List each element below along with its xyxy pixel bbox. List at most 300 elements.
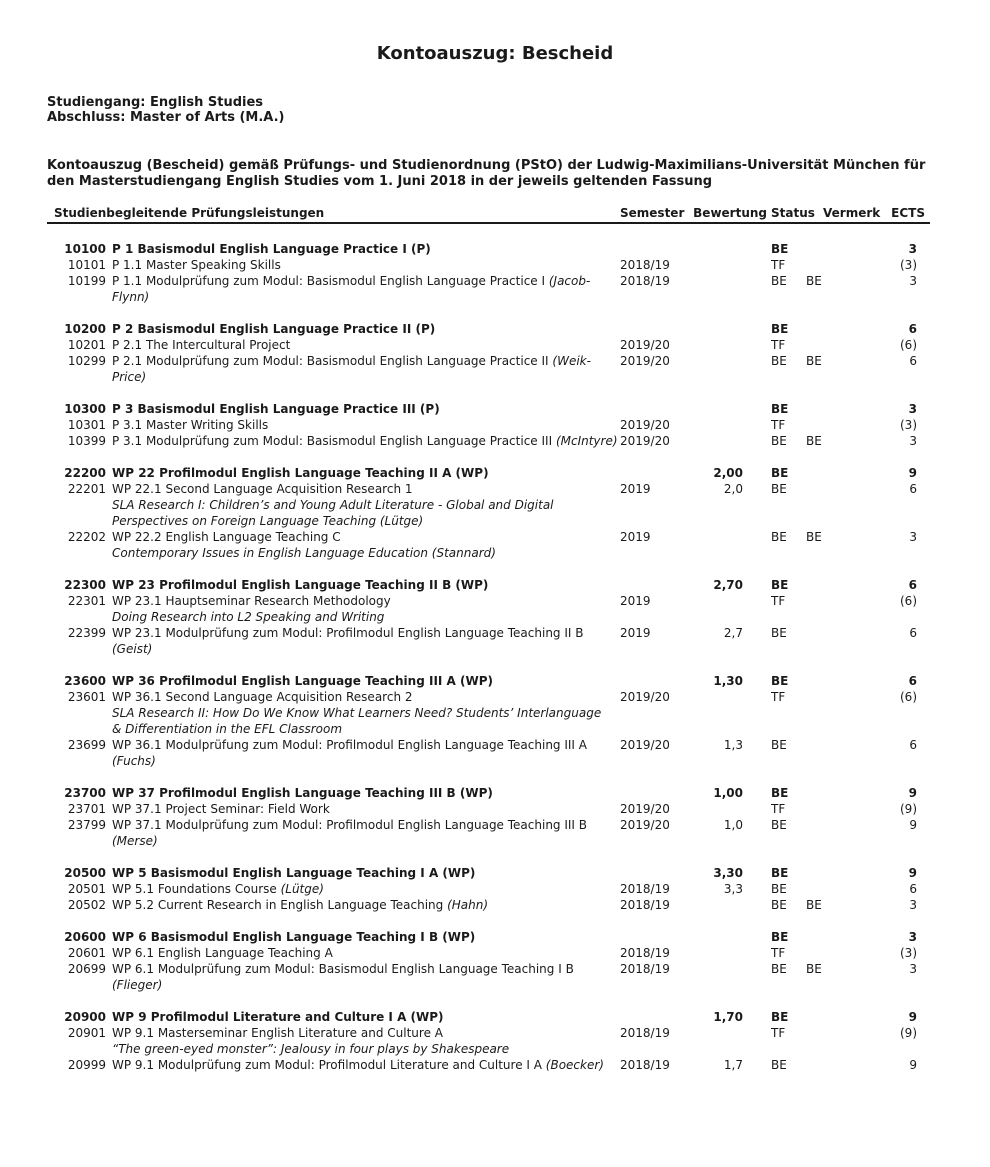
module-code: 20900 (64, 1010, 106, 1024)
table-row (47, 689, 930, 737)
module-code: 23700 (64, 786, 106, 800)
row-description-text: P 1.1 Modulprüfung zum Modul: Basismodul English Language Practice I (112, 274, 549, 288)
row-ects: (3) (900, 258, 917, 272)
row-description-text: WP 9.1 Modulprüfung zum Modul: Profilmodul Literature and Culture I A (112, 1058, 546, 1072)
module-block (47, 785, 930, 849)
row-vermerk (803, 689, 850, 737)
module-code: 22200 (64, 466, 106, 480)
row-course-title: SLA Research II: How Do We Know What Learners Need? Students’ Interlanguage (112, 706, 602, 720)
row-semester: 2018/19 (620, 1026, 670, 1040)
table-row (47, 961, 930, 993)
module-grade (691, 401, 743, 417)
row-description-text: P 1.1 Master Speaking Skills (112, 258, 281, 272)
row-description (112, 817, 619, 849)
row-status: BE (771, 882, 787, 896)
row-description (112, 337, 619, 353)
row-code: 22399 (67, 626, 106, 640)
row-grade (691, 961, 743, 993)
row-status: BE (771, 898, 787, 912)
module-header-row (47, 321, 930, 337)
row-examiner: (Merse) (112, 834, 158, 848)
row-description (112, 1025, 619, 1057)
module-status: BE (771, 866, 789, 880)
row-description (112, 433, 619, 449)
row-vermerk (803, 1025, 850, 1057)
row-description-text: WP 23.1 Hauptseminar Research Methodology (112, 594, 391, 608)
module-code: 10100 (64, 242, 106, 256)
row-examiner: (Hahn) (447, 898, 489, 912)
module-ects: 9 (908, 786, 917, 800)
row-ects: 6 (909, 626, 917, 640)
row-status: TF (771, 802, 786, 816)
row-description (112, 737, 619, 769)
row-description (112, 801, 619, 817)
row-status: BE (771, 354, 787, 368)
row-status: TF (771, 338, 786, 352)
row-description-text: WP 5.1 Foundations Course (112, 882, 281, 896)
row-code: 22301 (67, 594, 106, 608)
row-status: TF (771, 946, 786, 960)
module-block (47, 1009, 930, 1073)
module-status: BE (771, 578, 789, 592)
module-grade (691, 241, 743, 257)
row-grade (691, 337, 743, 353)
row-semester: 2019/20 (620, 690, 670, 704)
table-row (47, 625, 930, 657)
module-vermerk (803, 321, 850, 337)
module-block (47, 929, 930, 993)
row-grade: 1,3 (723, 738, 743, 752)
row-grade (691, 1025, 743, 1057)
row-description (112, 353, 619, 385)
table-row (47, 529, 930, 561)
row-description (112, 945, 619, 961)
row-code: 10399 (67, 434, 106, 448)
row-description-text: WP 23.1 Modulprüfung zum Modul: Profilmodul English Language Teaching II B (112, 626, 584, 640)
table-row (47, 353, 930, 385)
row-semester: 2018/19 (620, 946, 670, 960)
row-vermerk: BE (806, 354, 822, 368)
row-course-title: Contemporary Issues in English Language Education (Stannard) (112, 546, 496, 560)
table-row (47, 945, 930, 961)
row-description (112, 529, 619, 561)
row-description (112, 417, 619, 433)
module-block (47, 865, 930, 913)
row-ects: (3) (900, 946, 917, 960)
row-semester: 2019 (620, 482, 651, 496)
table-row (47, 481, 930, 529)
header-semester: Semester (620, 206, 685, 220)
row-semester: 2019 (620, 594, 651, 608)
row-ects: 3 (909, 274, 917, 288)
row-vermerk (803, 417, 850, 433)
row-status: TF (771, 1026, 786, 1040)
row-status: BE (771, 738, 787, 752)
module-header-row (47, 401, 930, 417)
row-semester: 2019/20 (620, 802, 670, 816)
row-code: 23601 (67, 690, 106, 704)
module-status: BE (771, 1010, 789, 1024)
row-course-title: & Differentiation in the EFL Classroom (112, 722, 343, 736)
module-status: BE (771, 466, 789, 480)
row-vermerk: BE (806, 530, 822, 544)
header-vermerk: Vermerk (823, 206, 881, 220)
module-ects: 3 (908, 242, 917, 256)
module-semester (619, 465, 691, 481)
module-title: P 2 Basismodul English Language Practice II (P) (112, 322, 436, 336)
table-row (47, 593, 930, 625)
table-row (47, 817, 930, 849)
row-semester: 2019/20 (620, 818, 670, 832)
row-ects: (9) (900, 1026, 917, 1040)
row-examiner: (McIntyre) (555, 434, 618, 448)
module-grade: 2,70 (713, 578, 743, 592)
row-examiner: (Boecker) (545, 1058, 604, 1072)
row-grade (691, 945, 743, 961)
row-vermerk (803, 945, 850, 961)
row-grade: 3,3 (723, 882, 743, 896)
module-vermerk (803, 465, 850, 481)
row-course-title: Perspectives on Foreign Language Teaching (Lütge) (112, 514, 424, 528)
module-ects: 6 (908, 578, 917, 592)
module-vermerk (803, 865, 850, 881)
module-semester (619, 241, 691, 257)
module-ects: 6 (908, 322, 917, 336)
row-ects: 3 (909, 530, 917, 544)
module-ects: 9 (908, 1010, 917, 1024)
module-title: WP 5 Basismodul English Language Teaching I A (WP) (112, 866, 476, 880)
row-ects: 6 (909, 738, 917, 752)
module-status: BE (771, 674, 789, 688)
studiengang-label: Studiengang: English Studies (47, 95, 264, 110)
row-description-text: WP 5.2 Current Research in English Language Teaching (112, 898, 448, 912)
module-semester (619, 865, 691, 881)
module-grade: 1,00 (713, 786, 743, 800)
row-ects: 6 (909, 482, 917, 496)
module-status: BE (771, 930, 789, 944)
table-row (47, 737, 930, 769)
row-vermerk (803, 257, 850, 273)
module-vermerk (803, 241, 850, 257)
module-title: WP 37 Profilmodul English Language Teaching III B (WP) (112, 786, 493, 800)
row-examiner: (Fuchs) (112, 754, 156, 768)
row-grade (691, 353, 743, 385)
row-status: BE (771, 434, 787, 448)
row-grade (691, 897, 743, 913)
module-semester (619, 673, 691, 689)
module-header-row (47, 865, 930, 881)
table-row (47, 273, 930, 305)
row-semester: 2019/20 (620, 354, 670, 368)
row-description (112, 881, 619, 897)
module-semester (619, 577, 691, 593)
row-description (112, 593, 619, 625)
row-ects: 3 (909, 434, 917, 448)
row-code: 10299 (67, 354, 106, 368)
row-code: 20502 (67, 898, 106, 912)
header-bewertung: Bewertung (693, 206, 767, 220)
module-block (47, 321, 930, 385)
row-status: BE (771, 626, 787, 640)
module-ects: 9 (908, 866, 917, 880)
table-row (47, 433, 930, 449)
row-description-text: P 3.1 Master Writing Skills (112, 418, 269, 432)
row-examiner: (Geist) (112, 642, 153, 656)
row-description (112, 897, 619, 913)
module-grade: 2,00 (713, 466, 743, 480)
table-header (47, 205, 930, 224)
module-code: 23600 (64, 674, 106, 688)
table-row (47, 881, 930, 897)
row-vermerk: BE (806, 898, 822, 912)
module-semester (619, 321, 691, 337)
row-code: 23701 (67, 802, 106, 816)
row-code: 10101 (67, 258, 106, 272)
row-course-title: SLA Research I: Children’s and Young Adult Literature - Global and Digital (112, 498, 554, 512)
row-semester: 2019/20 (620, 418, 670, 432)
row-status: TF (771, 418, 786, 432)
module-header-row (47, 1009, 930, 1025)
row-grade: 1,0 (723, 818, 743, 832)
row-semester: 2019 (620, 530, 651, 544)
row-grade (691, 273, 743, 305)
module-header-row (47, 465, 930, 481)
row-description-text: P 3.1 Modulprüfung zum Modul: Basismodul English Language Practice III (112, 434, 556, 448)
row-ects: (6) (900, 338, 917, 352)
row-examiner: (Lütge) (280, 882, 324, 896)
row-status: BE (771, 1058, 787, 1072)
row-grade (691, 433, 743, 449)
row-status: BE (771, 962, 787, 976)
row-examiner: (Flieger) (112, 978, 163, 992)
row-course-title: Doing Research into L2 Speaking and Writing (112, 610, 385, 624)
row-vermerk (803, 817, 850, 849)
row-ects: 3 (909, 898, 917, 912)
module-status: BE (771, 242, 789, 256)
row-grade (691, 801, 743, 817)
table-row (47, 417, 930, 433)
module-block (47, 465, 930, 561)
row-semester: 2019/20 (620, 738, 670, 752)
row-description-text: WP 37.1 Modulprüfung zum Modul: Profilmodul English Language Teaching III B (112, 818, 588, 832)
module-vermerk (803, 1009, 850, 1025)
row-status: BE (771, 818, 787, 832)
header-ects: ECTS (891, 206, 925, 220)
row-course-title: “The green-eyed monster”: Jealousy in four plays by Shakespeare (112, 1042, 510, 1056)
table-body (47, 241, 930, 1073)
row-grade (691, 689, 743, 737)
row-vermerk (803, 337, 850, 353)
module-vermerk (803, 577, 850, 593)
module-grade: 3,30 (713, 866, 743, 880)
row-description-text: WP 36.1 Modulprüfung zum Modul: Profilmodul English Language Teaching III A (112, 738, 587, 752)
row-vermerk: BE (806, 274, 822, 288)
row-description (112, 961, 619, 993)
page-title: Kontoauszug: Bescheid (376, 43, 614, 64)
row-description (112, 481, 619, 529)
transcript-table (47, 205, 930, 1073)
row-code: 23799 (67, 818, 106, 832)
module-grade (691, 929, 743, 945)
row-semester: 2018/19 (620, 882, 670, 896)
row-semester: 2019/20 (620, 338, 670, 352)
row-status: TF (771, 690, 786, 704)
row-code: 20999 (67, 1058, 106, 1072)
module-block (47, 241, 930, 305)
row-description-text: WP 22.1 Second Language Acquisition Research 1 (112, 482, 413, 496)
row-examiner: (Weik-Price) (112, 354, 591, 384)
module-vermerk (803, 673, 850, 689)
row-vermerk (803, 481, 850, 529)
module-header-row (47, 785, 930, 801)
row-grade (691, 593, 743, 625)
row-vermerk (803, 801, 850, 817)
module-semester (619, 401, 691, 417)
row-grade (691, 257, 743, 273)
module-vermerk (803, 401, 850, 417)
header-status: Status (771, 206, 815, 220)
table-row (47, 1025, 930, 1057)
row-ects: 9 (909, 818, 917, 832)
module-semester (619, 929, 691, 945)
row-description (112, 689, 619, 737)
module-ects: 3 (908, 930, 917, 944)
row-description-text: WP 9.1 Masterseminar English Literature and Culture A (112, 1026, 443, 1040)
module-code: 20500 (64, 866, 106, 880)
row-status: TF (771, 258, 786, 272)
module-code: 22300 (64, 578, 106, 592)
row-code: 20699 (67, 962, 106, 976)
row-ects: 3 (909, 962, 917, 976)
module-grade: 1,70 (713, 1010, 743, 1024)
module-status: BE (771, 786, 789, 800)
row-code: 20901 (67, 1026, 106, 1040)
table-row (47, 897, 930, 913)
module-ects: 3 (908, 402, 917, 416)
module-status: BE (771, 322, 789, 336)
row-semester: 2019 (620, 626, 651, 640)
row-description-text: WP 6.1 English Language Teaching A (112, 946, 333, 960)
module-code: 10300 (64, 402, 106, 416)
row-description-text: WP 36.1 Second Language Acquisition Research 2 (112, 690, 413, 704)
row-code: 10201 (67, 338, 106, 352)
table-row (47, 257, 930, 273)
header-description: Studienbegleitende Prüfungsleistungen (54, 206, 325, 220)
row-vermerk (803, 625, 850, 657)
row-status: TF (771, 594, 786, 608)
row-ects: 9 (909, 1058, 917, 1072)
module-code: 20600 (64, 930, 106, 944)
row-semester: 2018/19 (620, 898, 670, 912)
module-title: WP 22 Profilmodul English Language Teaching II A (WP) (112, 466, 489, 480)
row-status: BE (771, 530, 787, 544)
module-ects: 9 (908, 466, 917, 480)
row-description-text: P 2.1 The Intercultural Project (112, 338, 291, 352)
row-grade (691, 529, 743, 561)
row-vermerk: BE (806, 962, 822, 976)
row-semester: 2019/20 (620, 434, 670, 448)
module-header-row (47, 241, 930, 257)
row-code: 20601 (67, 946, 106, 960)
module-block (47, 577, 930, 657)
row-semester: 2018/19 (620, 258, 670, 272)
row-semester: 2018/19 (620, 962, 670, 976)
table-row (47, 337, 930, 353)
module-title: WP 9 Profilmodul Literature and Culture I A (WP) (112, 1010, 444, 1024)
module-header-row (47, 929, 930, 945)
row-ects: (3) (900, 418, 917, 432)
row-ects: 6 (909, 354, 917, 368)
row-description (112, 273, 619, 305)
module-vermerk (803, 929, 850, 945)
module-status: BE (771, 402, 789, 416)
row-grade (691, 417, 743, 433)
row-code: 22202 (67, 530, 106, 544)
row-semester: 2018/19 (620, 1058, 670, 1072)
module-semester (619, 785, 691, 801)
row-code: 20501 (67, 882, 106, 896)
table-row (47, 801, 930, 817)
row-grade: 2,0 (723, 482, 743, 496)
row-description-text: WP 6.1 Modulprüfung zum Modul: Basismodul English Language Teaching I B (112, 962, 574, 976)
module-block (47, 673, 930, 769)
row-code: 10199 (67, 274, 106, 288)
row-examiner: (Jacob-Flynn) (112, 274, 591, 304)
row-description-text: WP 37.1 Project Seminar: Field Work (112, 802, 330, 816)
row-ects: 6 (909, 882, 917, 896)
preamble-text: Kontoauszug (Bescheid) gemäß Prüfungs- und Studienordnung (PStO) der Ludwig-Maximilians-Universität München für den Masterstudiengang English Studies vom 1. Juni 2018 in der jeweils geltenden Fassung (47, 158, 926, 189)
row-code: 10301 (67, 418, 106, 432)
row-vermerk (803, 737, 850, 769)
row-description (112, 625, 619, 657)
row-description (112, 257, 619, 273)
module-code: 10200 (64, 322, 106, 336)
row-ects: (6) (900, 594, 917, 608)
module-grade: 1,30 (713, 674, 743, 688)
module-header-row (47, 577, 930, 593)
module-title: WP 6 Basismodul English Language Teaching I B (WP) (112, 930, 476, 944)
row-grade: 2,7 (723, 626, 743, 640)
row-status: BE (771, 482, 787, 496)
row-vermerk (803, 1057, 850, 1073)
row-vermerk: BE (806, 434, 822, 448)
row-code: 23699 (67, 738, 106, 752)
module-semester (619, 1009, 691, 1025)
row-code: 22201 (67, 482, 106, 496)
row-vermerk (803, 593, 850, 625)
row-status: BE (771, 274, 787, 288)
row-description-text: P 2.1 Modulprüfung zum Modul: Basismodul English Language Practice II (112, 354, 553, 368)
row-vermerk (803, 881, 850, 897)
module-block (47, 401, 930, 449)
abschluss-label: Abschluss: Master of Arts (M.A.) (47, 110, 285, 125)
module-header-row (47, 673, 930, 689)
module-title: WP 23 Profilmodul English Language Teaching II B (WP) (112, 578, 489, 592)
row-grade: 1,7 (723, 1058, 743, 1072)
module-ects: 6 (908, 674, 917, 688)
module-title: WP 36 Profilmodul English Language Teaching III A (WP) (112, 674, 494, 688)
row-ects: (6) (900, 690, 917, 704)
module-title: P 3 Basismodul English Language Practice III (P) (112, 402, 440, 416)
row-semester: 2018/19 (620, 274, 670, 288)
row-ects: (9) (900, 802, 917, 816)
row-description-text: WP 22.2 English Language Teaching C (112, 530, 341, 544)
study-info (47, 95, 284, 125)
module-vermerk (803, 785, 850, 801)
module-title: P 1 Basismodul English Language Practice I (P) (112, 242, 431, 256)
row-description (112, 1057, 619, 1073)
module-grade (691, 321, 743, 337)
